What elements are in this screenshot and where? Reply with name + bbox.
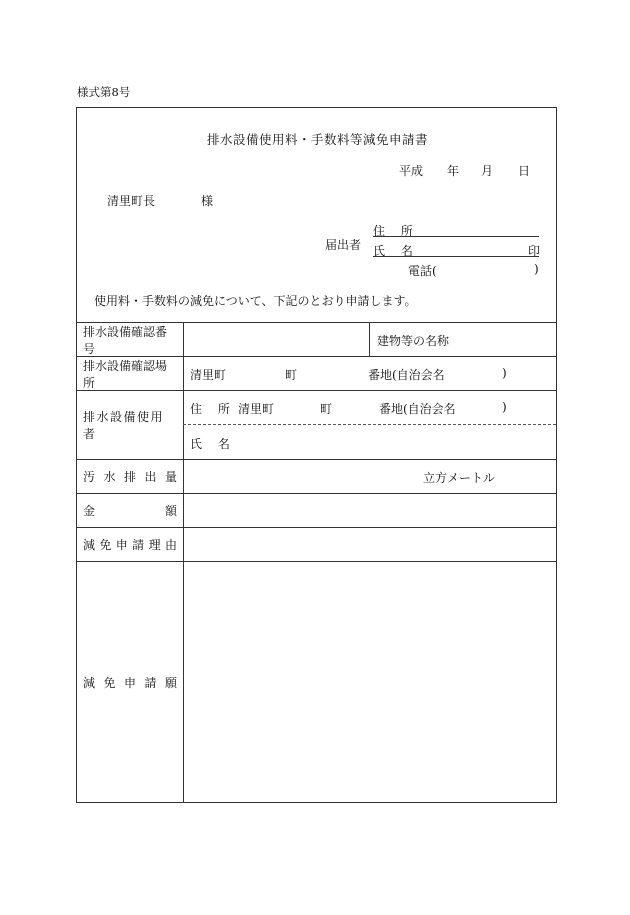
- building-column-divider: [369, 323, 370, 357]
- applicant-address-label: 住 所: [373, 224, 419, 238]
- user-address-label: 住 所: [190, 402, 236, 416]
- reason-field[interactable]: [184, 528, 556, 561]
- application-form: [76, 107, 557, 803]
- location-cho: 町: [285, 368, 298, 382]
- applicant-label: 届出者: [325, 238, 362, 252]
- amount-field[interactable]: [184, 494, 556, 527]
- seal-mark: 印: [528, 244, 541, 258]
- addressee-honorific: 様: [201, 194, 214, 208]
- location-banchi: 番地(自治会名: [368, 368, 445, 382]
- building-name-label: 建物等の名称: [377, 334, 450, 348]
- user-row-dashed-divider: [183, 424, 556, 425]
- location-label: 排水設備確認場所: [83, 358, 168, 390]
- applicant-tel-close: ): [534, 262, 539, 276]
- applicant-tel-label: 電話(: [408, 264, 437, 278]
- applicant-address-field[interactable]: [373, 236, 539, 237]
- volume-unit: 立方メートル: [423, 471, 496, 485]
- request-field[interactable]: [184, 562, 556, 802]
- confirm-number-label: 排水設備確認番号: [83, 324, 168, 356]
- volume-label: 汚 水 排 出 量: [83, 470, 177, 484]
- amount-label: 金 額: [83, 504, 177, 518]
- user-label: 排水設備使用者: [83, 410, 165, 441]
- date-month-label: 月: [481, 164, 494, 178]
- date-year-label: 年: [447, 164, 460, 178]
- addressee-name: 清里町長: [107, 194, 156, 208]
- date-day-label: 日: [518, 164, 531, 178]
- location-town: 清里町: [190, 368, 227, 382]
- user-close: ): [502, 400, 507, 414]
- form-number: 様式第8号: [77, 85, 131, 99]
- user-cho: 町: [320, 402, 333, 416]
- form-title: 排水設備使用料・手数料等減免申請書: [206, 132, 428, 147]
- user-banchi: 番地(自治会名: [379, 402, 456, 416]
- request-statement: 使用料・手数料の減免について、下記のとおり申請します。: [94, 294, 417, 308]
- user-name-label: 氏 名: [190, 437, 236, 451]
- request-label: 減 免 申 請 願: [83, 675, 177, 690]
- applicant-name-field[interactable]: [373, 256, 539, 257]
- location-close: ): [502, 366, 507, 380]
- confirm-number-field[interactable]: [184, 323, 369, 356]
- user-town: 清里町: [238, 402, 275, 416]
- reason-label: 減 免 申 請 理 由: [83, 538, 177, 552]
- applicant-name-label: 氏 名: [373, 244, 419, 258]
- date-era: 平成: [399, 164, 424, 178]
